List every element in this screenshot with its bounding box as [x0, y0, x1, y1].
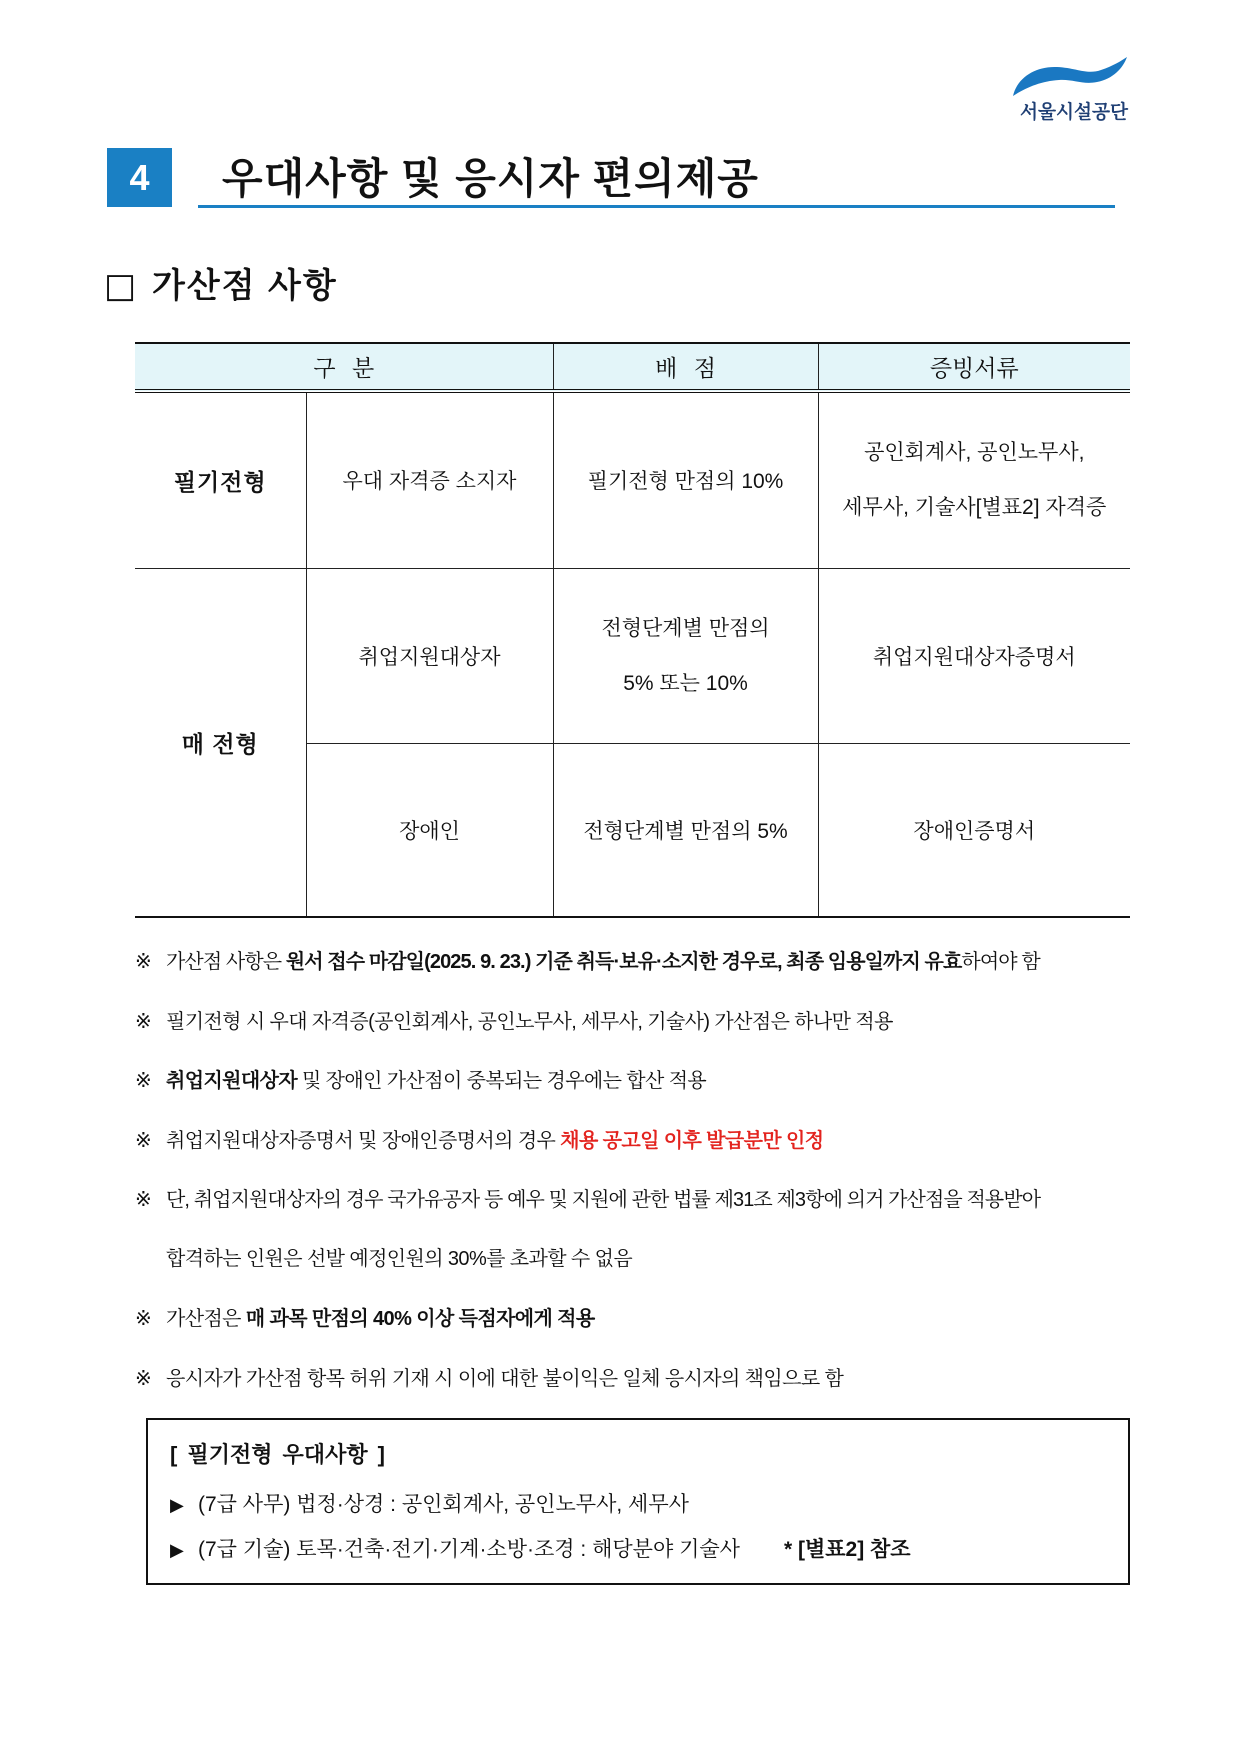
note-emphasis: 매 과목 만점의 40% 이상 득점자에게 적용: [245, 1308, 595, 1330]
reference-mark: ※: [135, 1306, 152, 1330]
subsection-heading: [104, 262, 338, 310]
written-exam-preference-box: [146, 1418, 1130, 1585]
points-cell: 전형단계별 만점의 5%: [553, 743, 818, 917]
reference-mark: ※: [135, 1008, 152, 1033]
section-number: 4: [129, 156, 150, 198]
header-documents: 증빙서류: [818, 343, 1130, 391]
reference-mark: ※: [135, 949, 152, 973]
note-warning-emphasis: 채용 공고일 이후 발급분만 인정: [560, 1129, 824, 1152]
item-cell: 우대 자격증 소지자: [306, 391, 553, 568]
note-emphasis: 취업지원대상자: [166, 1070, 298, 1092]
note-item-continuation: [135, 1230, 1130, 1290]
header-points: 배 점: [553, 343, 818, 391]
note-text: 필기전형 시 우대 자격증(공인회계사, 공인노무사, 세무사, 기술사) 가산점은 하나만 적용: [166, 1010, 893, 1033]
note-text: 가산점 사항은: [166, 951, 286, 973]
item-cell: 장애인: [306, 743, 553, 917]
reference-mark: ※: [135, 1068, 152, 1092]
points-line: 전형단계별 만점의: [601, 616, 770, 640]
documents-cell: 장애인증명서: [818, 743, 1130, 917]
note-text: 취업지원대상자증명서 및 장애인증명서의 경우: [166, 1129, 561, 1152]
note-text: 가산점은: [166, 1308, 246, 1330]
reference-mark: ※: [135, 1127, 152, 1152]
preference-item: [170, 1487, 1106, 1524]
triangle-bullet-icon: ▶: [170, 1495, 184, 1516]
section-title: 우대사항 및 응시자 편의제공: [222, 155, 759, 202]
note-emphasis: 원서 접수 마감일(2025. 9. 23.) 기준 취득·보유·소지한 경우로, 최종 임용일까지 유효: [285, 951, 962, 973]
points-cell: [553, 568, 818, 743]
triangle-bullet-icon: ▶: [170, 1540, 184, 1561]
table-row: [135, 568, 1130, 743]
preference-box-title: [ 필기전형 우대사항 ]: [170, 1442, 386, 1467]
section-title-underline: [198, 205, 1115, 208]
category-cell: 필기전형: [135, 391, 306, 568]
points-cell: 필기전형 만점의 10%: [553, 391, 818, 568]
note-item: [135, 932, 1130, 992]
note-item: [135, 1111, 1130, 1171]
reference-mark: ※: [135, 1365, 152, 1390]
note-item: [135, 1349, 1130, 1409]
preference-item-reference-note: * [별표2] 참조: [783, 1538, 911, 1561]
subsection-title: 가산점 사항: [152, 267, 338, 305]
note-item: [135, 1051, 1130, 1111]
bonus-points-table: [135, 342, 1130, 918]
organization-logo: [1003, 48, 1135, 126]
note-item: [135, 1170, 1130, 1230]
table-header-row: [135, 343, 1130, 391]
notes-list: [135, 932, 1130, 1408]
preference-item: [170, 1532, 1106, 1569]
documents-cell: [818, 391, 1130, 568]
note-text: 합격하는 인원은 선발 예정인원의 30%를 초과할 수 없음: [166, 1247, 633, 1270]
logo-text: 서울시설공단: [1020, 102, 1131, 123]
logo-wave-icon: [1013, 57, 1127, 96]
note-text: 응시자가 가산점 항목 허위 기재 시 이에 대한 불이익은 일체 응시자의 책임으로 함: [166, 1367, 844, 1390]
preference-item-text: (7급 사무) 법정·상경 : 공인회계사, 공인노무사, 세무사: [198, 1493, 689, 1516]
header-category: 구 분: [135, 343, 553, 391]
note-item: [135, 1289, 1130, 1349]
note-text: 단, 취업지원대상자의 경우 국가유공자 등 예우 및 지원에 관한 법률 제31조 제3항에 의거 가산점을 적용받아: [166, 1189, 1041, 1211]
points-line: 5% 또는 10%: [623, 671, 748, 695]
item-cell: 취업지원대상자: [306, 568, 553, 743]
documents-line: 공인회계사, 공인노무사,: [864, 441, 1085, 465]
documents-cell: 취업지원대상자증명서: [818, 568, 1130, 743]
square-bullet-icon: □: [104, 266, 137, 306]
note-text: 및 장애인 가산점이 중복되는 경우에는 합산 적용: [297, 1070, 707, 1092]
category-cell: 매 전형: [135, 568, 306, 917]
note-text: 하여야 함: [961, 951, 1040, 973]
reference-mark: ※: [135, 1187, 152, 1211]
preference-item-text: (7급 기술) 토목·건축·전기·기계·소방·조경 : 해당분야 기술사: [198, 1538, 740, 1561]
note-item: [135, 992, 1130, 1052]
documents-line: 세무사, 기술사[별표2] 자격증: [842, 496, 1107, 520]
table-row: [135, 391, 1130, 568]
section-number-badge: [107, 148, 172, 207]
